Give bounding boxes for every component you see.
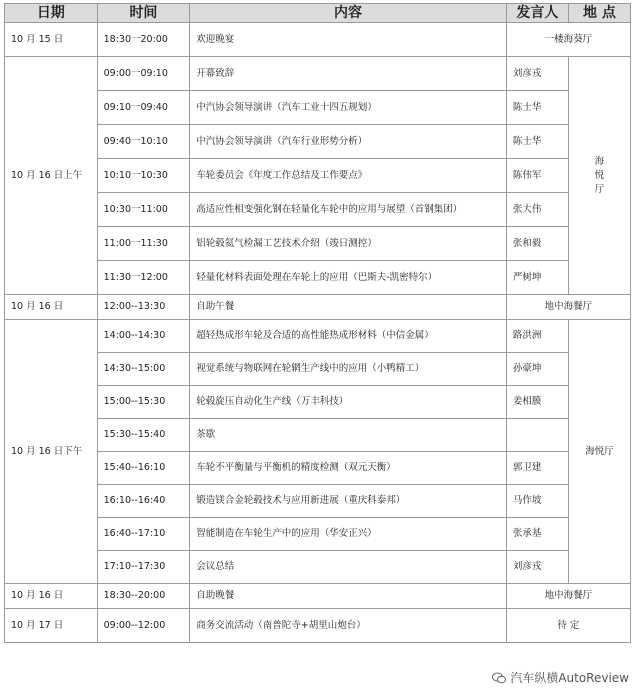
time-cell: 16:10--16:40 [97, 485, 190, 518]
speaker-cell: 刘彦戎 [506, 551, 568, 584]
location-text: 海悦厅 [594, 155, 605, 195]
content-cell: 锻造镁合金轮毂技术与应用新进展（重庆科泰邦） [190, 485, 507, 518]
date-cell: 10 月 17 日 [5, 609, 98, 643]
table-row [5, 159, 631, 193]
location-cell: 地中海餐厅 [506, 295, 630, 320]
location-cell: 一楼海葵厅 [506, 23, 630, 57]
speaker-cell: 刘彦戎 [506, 57, 568, 91]
content-cell: 会议总结 [190, 551, 507, 584]
time-cell: 15:00--15:30 [97, 386, 190, 419]
header-date: 日期 [5, 4, 98, 23]
speaker-cell: 马作坡 [506, 485, 568, 518]
wechat-icon [492, 672, 506, 684]
table-row [5, 419, 631, 452]
content-cell: 轮毂旋压自动化生产线（万丰科技） [190, 386, 507, 419]
table-row [5, 386, 631, 419]
content-cell: 欢迎晚宴 [190, 23, 507, 57]
watermark [492, 669, 629, 686]
table-row [5, 227, 631, 261]
speaker-cell: 姜相膜 [506, 386, 568, 419]
time-cell: 10:10一10:30 [97, 159, 190, 193]
time-cell: 18:30--20:00 [97, 584, 190, 609]
content-cell: 车轮不平衡量与平衡机的精度检测（双元天衡） [190, 452, 507, 485]
date-cell: 10 月 16 日 [5, 295, 98, 320]
date-cell: 10 月 16 日上午 [5, 57, 98, 295]
location-cell [568, 57, 630, 295]
table-row [5, 261, 631, 295]
table-row [5, 57, 631, 91]
time-cell: 15:40--16:10 [97, 452, 190, 485]
content-cell: 商务交流活动（南普陀寺+胡里山炮台） [190, 609, 507, 643]
time-cell: 09:00--12:00 [97, 609, 190, 643]
content-cell: 高适应性相变强化钢在轻量化车轮中的应用与展望（首钢集团） [190, 193, 507, 227]
time-cell: 18:30一20:00 [97, 23, 190, 57]
table-row [5, 452, 631, 485]
table-row [5, 353, 631, 386]
time-cell: 10:30一11:00 [97, 193, 190, 227]
content-cell: 开幕致辞 [190, 57, 507, 91]
content-cell: 超轻热成形车轮及合适的高性能热成形材料（中信金属） [190, 320, 507, 353]
content-cell: 铝轮毂氦气检漏工艺技术介绍（竣日测控） [190, 227, 507, 261]
watermark-text: 汽车纵横AutoReview [510, 671, 629, 685]
speaker-cell: 陈士华 [506, 91, 568, 125]
speaker-cell: 严树坤 [506, 261, 568, 295]
time-cell: 16:40--17:10 [97, 518, 190, 551]
time-cell: 09:40一10:10 [97, 125, 190, 159]
time-cell: 11:30一12:00 [97, 261, 190, 295]
table-row [5, 584, 631, 609]
date-cell: 10 月 15 日 [5, 23, 98, 57]
speaker-cell: 郭卫建 [506, 452, 568, 485]
content-cell: 自助晚餐 [190, 584, 507, 609]
table-row [5, 193, 631, 227]
time-cell: 09:00一09:10 [97, 57, 190, 91]
location-cell: 待 定 [506, 609, 630, 643]
content-cell: 车轮委员会《年度工作总结及工作要点》 [190, 159, 507, 193]
time-cell: 09:10一09:40 [97, 91, 190, 125]
table-row [5, 91, 631, 125]
header-time: 时间 [97, 4, 190, 23]
location-cell: 地中海餐厅 [506, 584, 630, 609]
time-cell: 14:00--14:30 [97, 320, 190, 353]
content-cell: 自助午餐 [190, 295, 507, 320]
speaker-cell: 张承基 [506, 518, 568, 551]
time-cell: 15:30--15:40 [97, 419, 190, 452]
time-cell: 17:10--17:30 [97, 551, 190, 584]
speaker-cell: 孙豪坤 [506, 353, 568, 386]
speaker-cell: 张和毅 [506, 227, 568, 261]
table-row [5, 518, 631, 551]
header-location: 地 点 [568, 4, 630, 23]
table-row [5, 295, 631, 320]
time-cell: 14:30--15:00 [97, 353, 190, 386]
date-cell: 10 月 16 日下午 [5, 320, 98, 584]
speaker-cell [506, 419, 568, 452]
table-row [5, 485, 631, 518]
table-row [5, 320, 631, 353]
content-cell: 智能制造在车轮生产中的应用（华安正兴） [190, 518, 507, 551]
speaker-cell: 张大伟 [506, 193, 568, 227]
content-cell: 轻量化材料表面处理在车轮上的应用（巴斯夫-凯密特尔） [190, 261, 507, 295]
content-cell: 中汽协会领导演讲（汽车行业形势分析） [190, 125, 507, 159]
speaker-cell: 陈士华 [506, 125, 568, 159]
content-cell: 中汽协会领导演讲（汽车工业十四五规划） [190, 91, 507, 125]
schedule-table [4, 3, 631, 643]
header-speaker: 发言人 [506, 4, 568, 23]
speaker-cell: 路洪洲 [506, 320, 568, 353]
header-content: 内容 [190, 4, 507, 23]
time-cell: 11:00一11:30 [97, 227, 190, 261]
table-row [5, 609, 631, 643]
header-row [5, 4, 631, 23]
location-cell: 海悦厅 [568, 320, 630, 584]
content-cell: 茶歇 [190, 419, 507, 452]
table-row [5, 551, 631, 584]
time-cell: 12:00--13:30 [97, 295, 190, 320]
table-row [5, 23, 631, 57]
date-cell: 10 月 16 日 [5, 584, 98, 609]
table-row [5, 125, 631, 159]
speaker-cell: 陈伟军 [506, 159, 568, 193]
content-cell: 视觉系统与物联网在轮辋生产线中的应用（小鸭精工） [190, 353, 507, 386]
